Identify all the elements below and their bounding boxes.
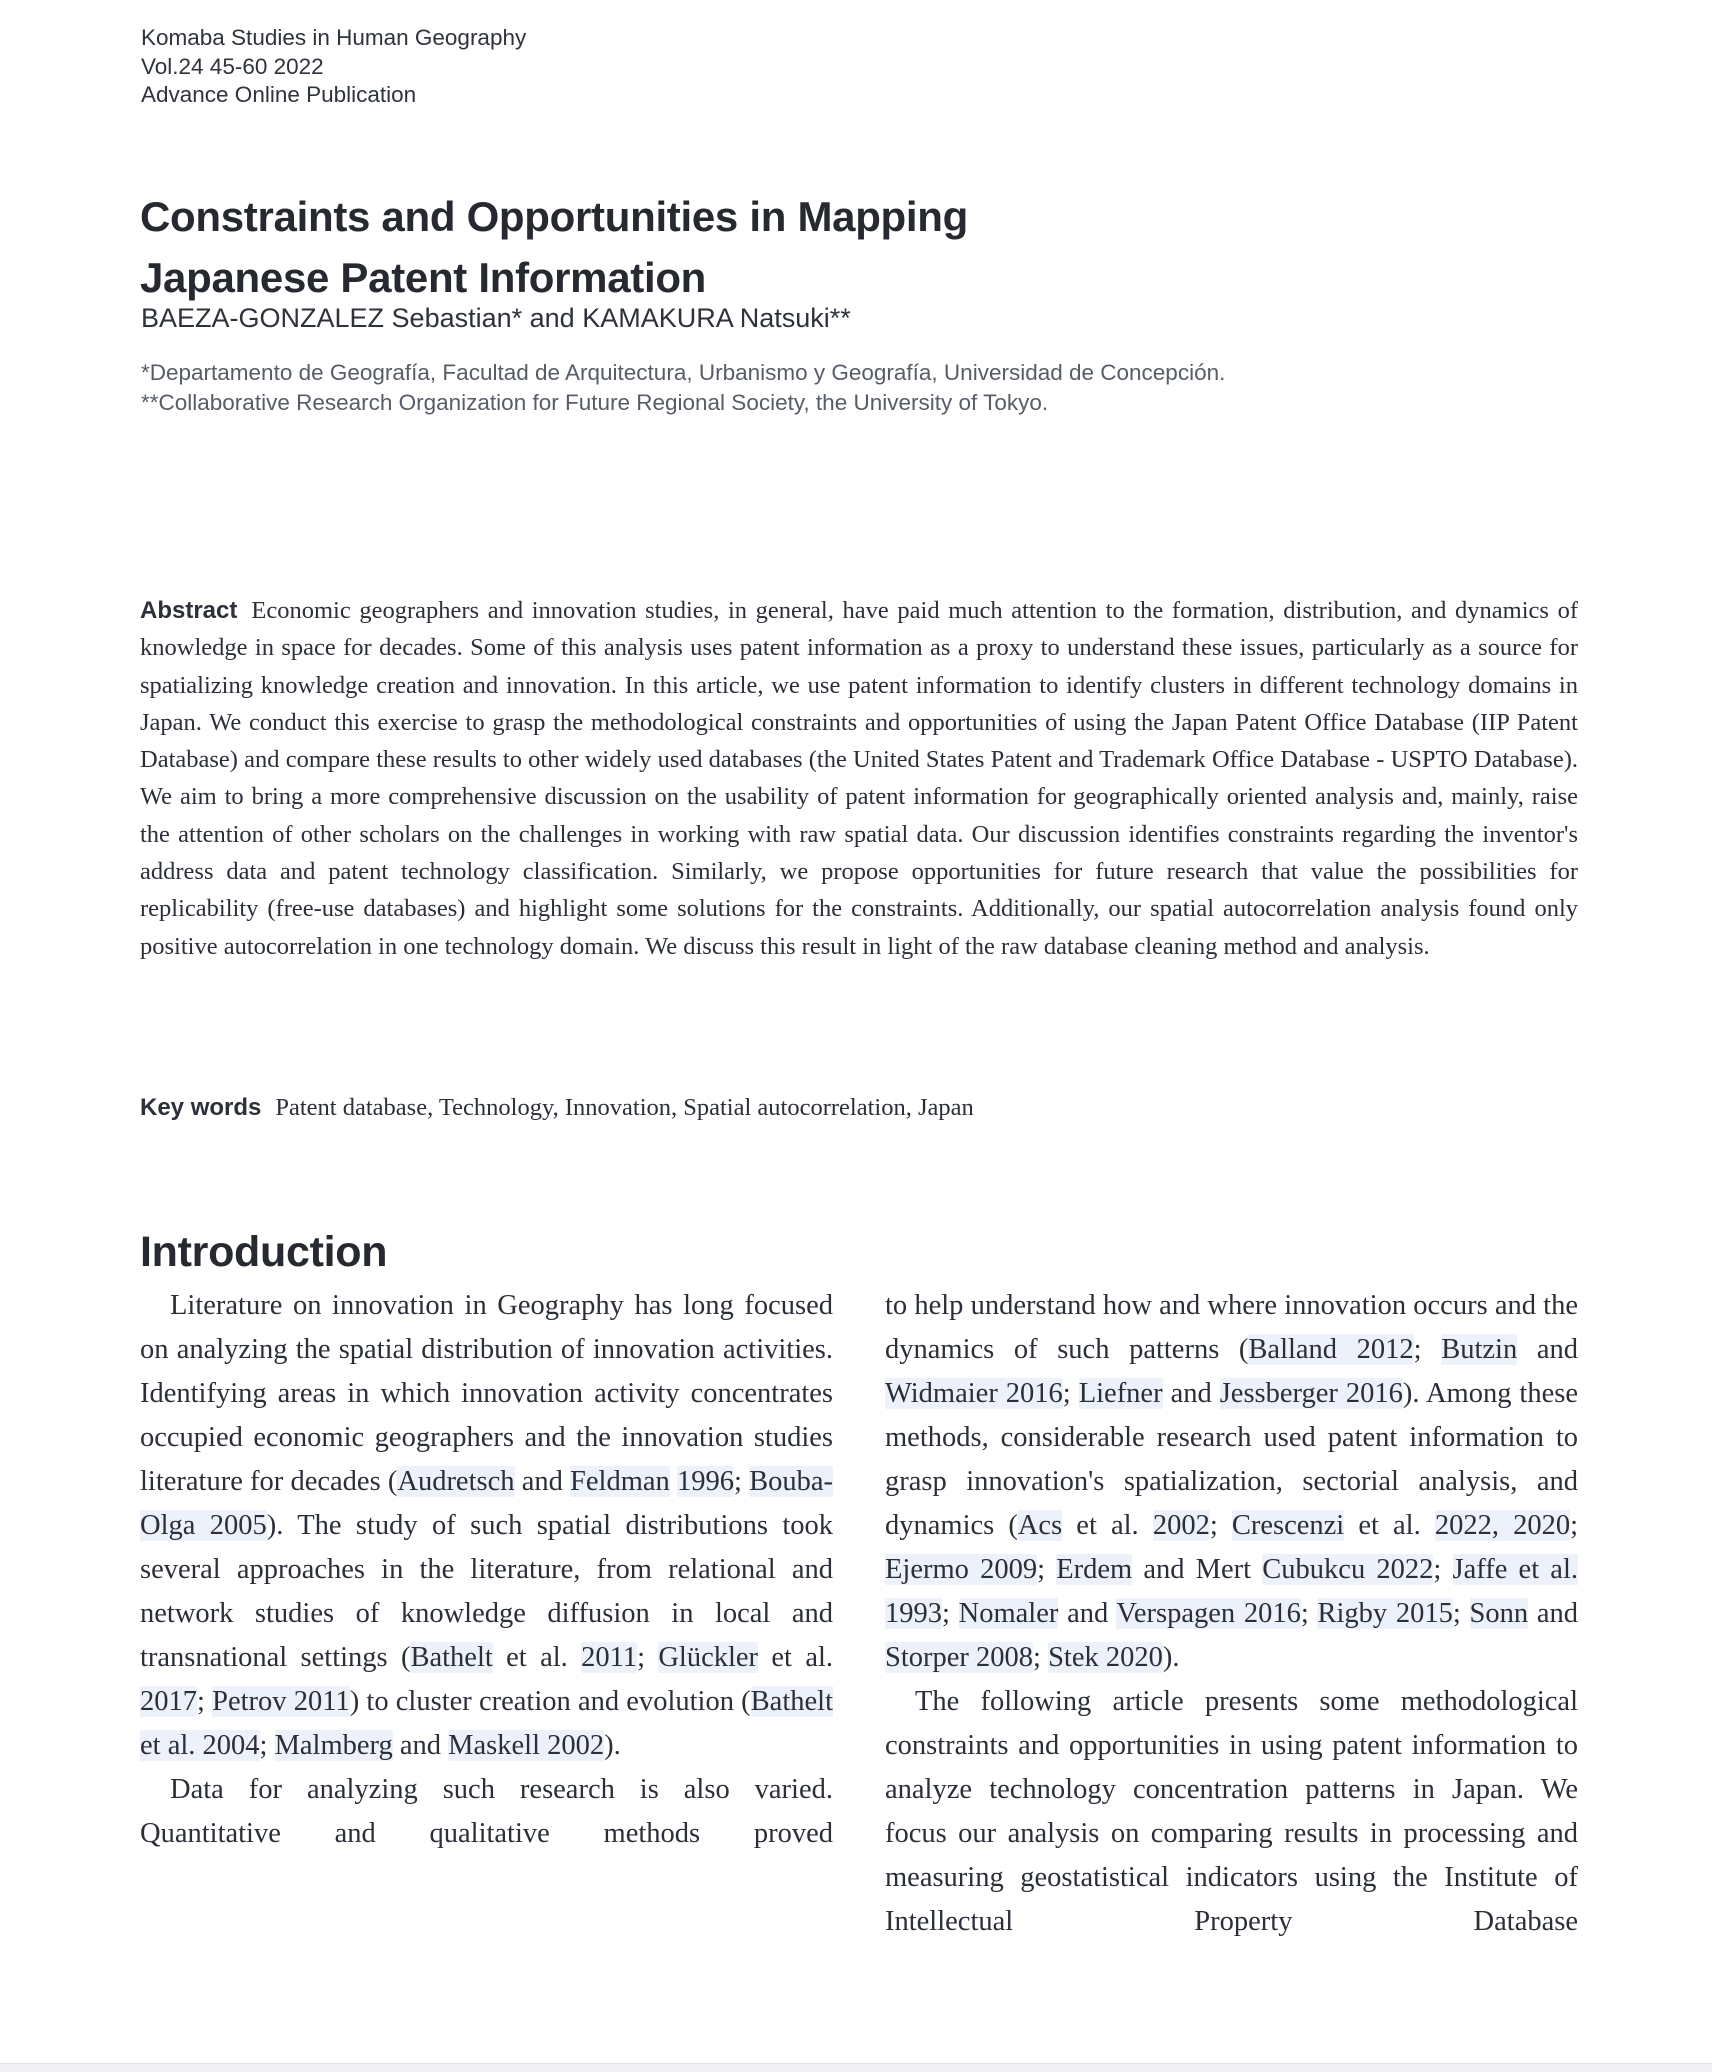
paragraph: Literature on innovation in Geography has long focused on analyzing the spatial distribution of innovation activities. Identifying areas in which innovation activity concentrates occupied economic geographers and the innovation studies literature for decades (Audretsch and Feldman 1996; Bouba-Olga 2005). The study of such spatial distributions took several approaches in the literature, from relational and network studies of knowledge diffusion in local and transnational settings (Bathelt et al. 2011; Glückler et al. 2017; Petrov 2011) to cluster creation and evolution (Bathelt et al. 2004; Malmberg and Maskell 2002).	[140, 1290, 834, 1761]
citation-link[interactable]: Crescenzi	[1231, 1510, 1345, 1541]
citation-link[interactable]: Sonn	[1469, 1598, 1529, 1629]
citation-link[interactable]: Widmaier 2016	[885, 1378, 1063, 1409]
citation-link[interactable]: Bathelt et al. 2004	[140, 1686, 833, 1761]
citation-link[interactable]: Jaffe et al. 1993	[885, 1554, 1578, 1629]
citation-link[interactable]: 1996	[677, 1466, 734, 1497]
citation-link[interactable]: Malmberg	[274, 1730, 393, 1761]
affiliations-block	[141, 358, 1225, 418]
citation-link[interactable]: Balland 2012	[1248, 1334, 1414, 1365]
paragraph: to help understand how and where innovation occurs and the dynamics of such patterns (Balland 2012; Butzin and Widmaier 2016; Liefner and Jessberger 2016). Among these methods, considerable research used patent information to grasp innovation's spatialization, sectorial analysis, and dynamics (Acs et al. 2002; Crescenzi et al. 2022, 2020; Ejermo 2009; Erdem and Mert Cubukcu 2022; Jaffe et al. 1993; Nomaler and Verspagen 2016; Rigby 2015; Sonn and Storper 2008; Stek 2020).	[885, 1290, 1578, 1673]
citation-link[interactable]: Cubukcu 2022	[1262, 1554, 1434, 1585]
journal-name: Komaba Studies in Human Geography	[141, 25, 527, 50]
citation-link[interactable]: Butzin	[1441, 1334, 1518, 1365]
citation-link[interactable]: Audretsch	[397, 1466, 515, 1497]
citation-link[interactable]: Acs	[1017, 1510, 1063, 1541]
citation-link[interactable]: 2022, 2020	[1434, 1510, 1571, 1541]
citation-link[interactable]: Erdem	[1056, 1554, 1133, 1585]
citation-link[interactable]: Rigby 2015	[1317, 1598, 1453, 1629]
citation-link[interactable]: Verspagen 2016	[1116, 1598, 1301, 1629]
left-column	[140, 1284, 833, 2044]
keywords	[140, 1094, 1578, 1122]
journal-header	[141, 24, 526, 110]
introduction-body	[140, 1284, 1578, 2044]
paragraph: The following article presents some methodological constraints and opportunities in using patent information to analyze technology concentration patterns in Japan. We focus our analysis on comparing results in processing and measuring geostatistical indicators using the Institute of Intellectual Property Database	[885, 1686, 1578, 1937]
citation-link[interactable]: 2011	[581, 1642, 638, 1673]
affiliation-1: *Departamento de Geografía, Facultad de Arquitectura, Urbanismo y Geografía, Universidad de Concepción.	[141, 360, 1226, 385]
keywords-label: Key words	[140, 1094, 262, 1121]
paragraph: Data for analyzing such research is also varied. Quantitative and qualitative methods proved	[140, 1774, 833, 1849]
journal-publication-status: Advance Online Publication	[141, 82, 417, 107]
citation-link[interactable]: Petrov 2011	[212, 1686, 350, 1717]
paper-title-line1: Constraints and Opportunities in Mapping	[140, 193, 968, 241]
page-separator	[0, 2063, 1712, 2072]
citation-link[interactable]: Stek 2020	[1048, 1642, 1163, 1673]
abstract-label: Abstract	[140, 597, 238, 624]
citation-link[interactable]: Glückler	[658, 1642, 759, 1673]
affiliation-2: **Collaborative Research Organization for Future Regional Society, the University of Tokyo.	[141, 390, 1049, 415]
authors-line: BAEZA-GONZALEZ Sebastian* and KAMAKURA Natsuki**	[141, 303, 851, 333]
section-heading-introduction: Introduction	[140, 1227, 388, 1276]
citation-link[interactable]: 2017	[140, 1686, 197, 1717]
citation-link[interactable]: 2002	[1152, 1510, 1210, 1541]
abstract-text: Economic geographers and innovation studies, in general, have paid much attention to the formation, distribution, and dynamics of knowledge in space for decades. Some of this analysis uses patent information as a proxy to understand these issues, particularly as a source for spatializing knowledge creation and innovation. In this article, we use patent information to identify clusters in different technology domains in Japan. We conduct this exercise to grasp the methodological constraints and opportunities of using the Japan Patent Office Database (IIP Patent Database) and compare these results to other widely used databases (the United States Patent and Trademark Office Database - USPTO Database). We aim to bring a more comprehensive discussion on the usability of patent information for geographically oriented analysis and, mainly, raise the attention of other scholars on the challenges in working with raw spatial data. Our discussion identifies constraints regarding the inventor's address data and patent technology classification. Similarly, we propose opportunities for future research that value the possibilities for replicability (free-use databases) and highlight some solutions for the constraints. Additionally, our spatial autocorrelation analysis found only positive autocorrelation in one technology domain. We discuss this result in light of the raw database cleaning method and analysis.	[140, 597, 1578, 960]
citation-link[interactable]: Nomaler	[958, 1598, 1059, 1629]
citation-link[interactable]: Storper 2008	[885, 1642, 1034, 1673]
journal-volume: Vol.24 45-60 2022	[141, 53, 324, 79]
citation-link[interactable]: Bouba-Olga 2005	[140, 1466, 834, 1541]
paper-title	[140, 186, 968, 308]
citation-link[interactable]: Maskell 2002	[448, 1730, 605, 1761]
keywords-text: Patent database, Technology, Innovation, Spatial autocorrelation, Japan	[275, 1094, 974, 1121]
citation-link[interactable]: Bathelt	[410, 1642, 493, 1673]
citation-link[interactable]: Liefner	[1078, 1378, 1163, 1409]
paper-title-line2: Japanese Patent Information	[140, 254, 707, 302]
abstract	[140, 592, 1578, 965]
right-column	[885, 1284, 1578, 2044]
citation-link[interactable]: Feldman	[570, 1466, 670, 1497]
citation-link[interactable]: Jessberger 2016	[1219, 1378, 1403, 1409]
citation-link[interactable]: Ejermo 2009	[885, 1554, 1038, 1585]
